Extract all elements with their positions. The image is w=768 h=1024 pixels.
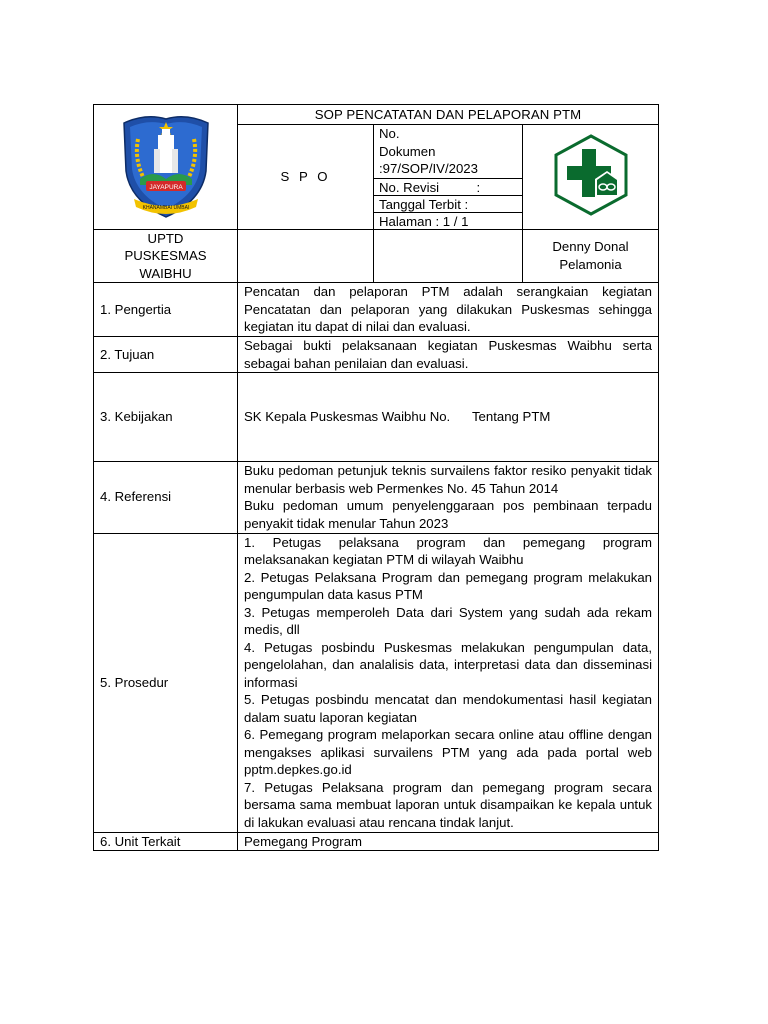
row-content: SK Kepala Puskesmas Waibhu No. Tentang PTM: [238, 373, 659, 462]
row-label: 1. Pengertia: [94, 283, 238, 337]
signer-name: Denny Donal Pelamonia: [523, 229, 659, 283]
doc-number-label-2: Dokumen: [379, 143, 436, 159]
row-label: 4. Referensi: [94, 461, 238, 533]
revision-value: :: [476, 179, 481, 195]
svg-text:KHANAMBAI UMBAI: KHANAMBAI UMBAI: [142, 204, 189, 211]
empty-cell-2: [374, 229, 523, 283]
row-label: 3. Kebijakan: [94, 373, 238, 462]
puskesmas-logo-icon: [553, 133, 629, 217]
table-row: [94, 337, 659, 373]
row-content: Pemegang Program: [238, 832, 659, 851]
spo-label: S P O: [238, 125, 374, 230]
table-row: [94, 283, 659, 337]
regency-logo-cell: [94, 105, 238, 230]
sop-table: [93, 104, 659, 851]
doc-number-value: :97/SOP/IV/2023: [379, 161, 478, 176]
document-metadata: [374, 125, 523, 230]
row-content: Sebagai bukti pelaksanaan kegiatan Puskesmas Waibhu serta sebagai bahan penilaian dan evaluasi.: [238, 337, 659, 373]
organization-name: UPTD PUSKESMAS WAIBHU: [94, 229, 238, 283]
row-content: 1. Petugas pelaksana program dan pemegang program melaksanakan kegiatan PTM di wilayah Waibhu 2. Petugas Pelaksana Program dan pemegang program melakukan pengumpulan data kasus PTM 3. Petugas memperoleh Data dari System yang sudah ada rekam medis, dll 4. Petugas posbindu Puskesmas melakukan pengumpulan data, pengelolahan, dan analalisis data, interpretasi data dan disseminasi informasi 5. Petugas posbindu mencatat dan mendokumentasi hasil kegiatan dalam suatu laporan kegiatan 6. Pemegang program melaporkan secara online atau offline dengan mengakses aplikasi survailens PTM yang ada pada portal web pptm.depkes.go.id 7. Petugas Pelaksana program dan pemegang program secara bersama sama membuat laporan untuk disampaikan ke kepala untuk di lakukan evaluasi atau rencana tindak lanjut.: [238, 533, 659, 832]
row-label: 2. Tujuan: [94, 337, 238, 373]
table-row: [94, 533, 659, 832]
issue-date-row: [374, 195, 522, 212]
jayapura-regency-emblem-icon: [116, 109, 216, 221]
row-content: Buku pedoman petunjuk teknis survailens faktor resiko penyakit tidak menular berbasis web Permenkes No. 45 Tahun 2014 Buku pedoman umum penyelenggaraan pos pembinaan terpadu penyakit tidak menular Tahun 2023: [238, 461, 659, 533]
revision-label: No. Revisi: [379, 179, 440, 195]
table-row: [94, 373, 659, 462]
revision-row: [374, 178, 522, 195]
doc-number-label: No.: [379, 126, 400, 141]
table-row: [94, 832, 659, 851]
row-label: 5. Prosedur: [94, 533, 238, 832]
svg-text:JAYAPURA: JAYAPURA: [148, 183, 183, 191]
empty-cell-1: [238, 229, 374, 283]
row-content: Pencatan dan pelaporan PTM adalah serangkaian kegiatan Pencatatan dan pelaporan yang dilakukan Puskesmas sehingga kegiatan itu dapat di nilai dan evaluasi.: [238, 283, 659, 337]
page-label: Halaman : 1 / 1: [379, 213, 469, 229]
issue-date-label: Tanggal Terbit :: [379, 196, 469, 212]
puskesmas-logo-cell: [523, 125, 659, 230]
table-row: [94, 461, 659, 533]
document-title: SOP PENCATATAN DAN PELAPORAN PTM: [238, 105, 659, 125]
page-row: [374, 212, 522, 229]
row-label: 6. Unit Terkait: [94, 832, 238, 851]
